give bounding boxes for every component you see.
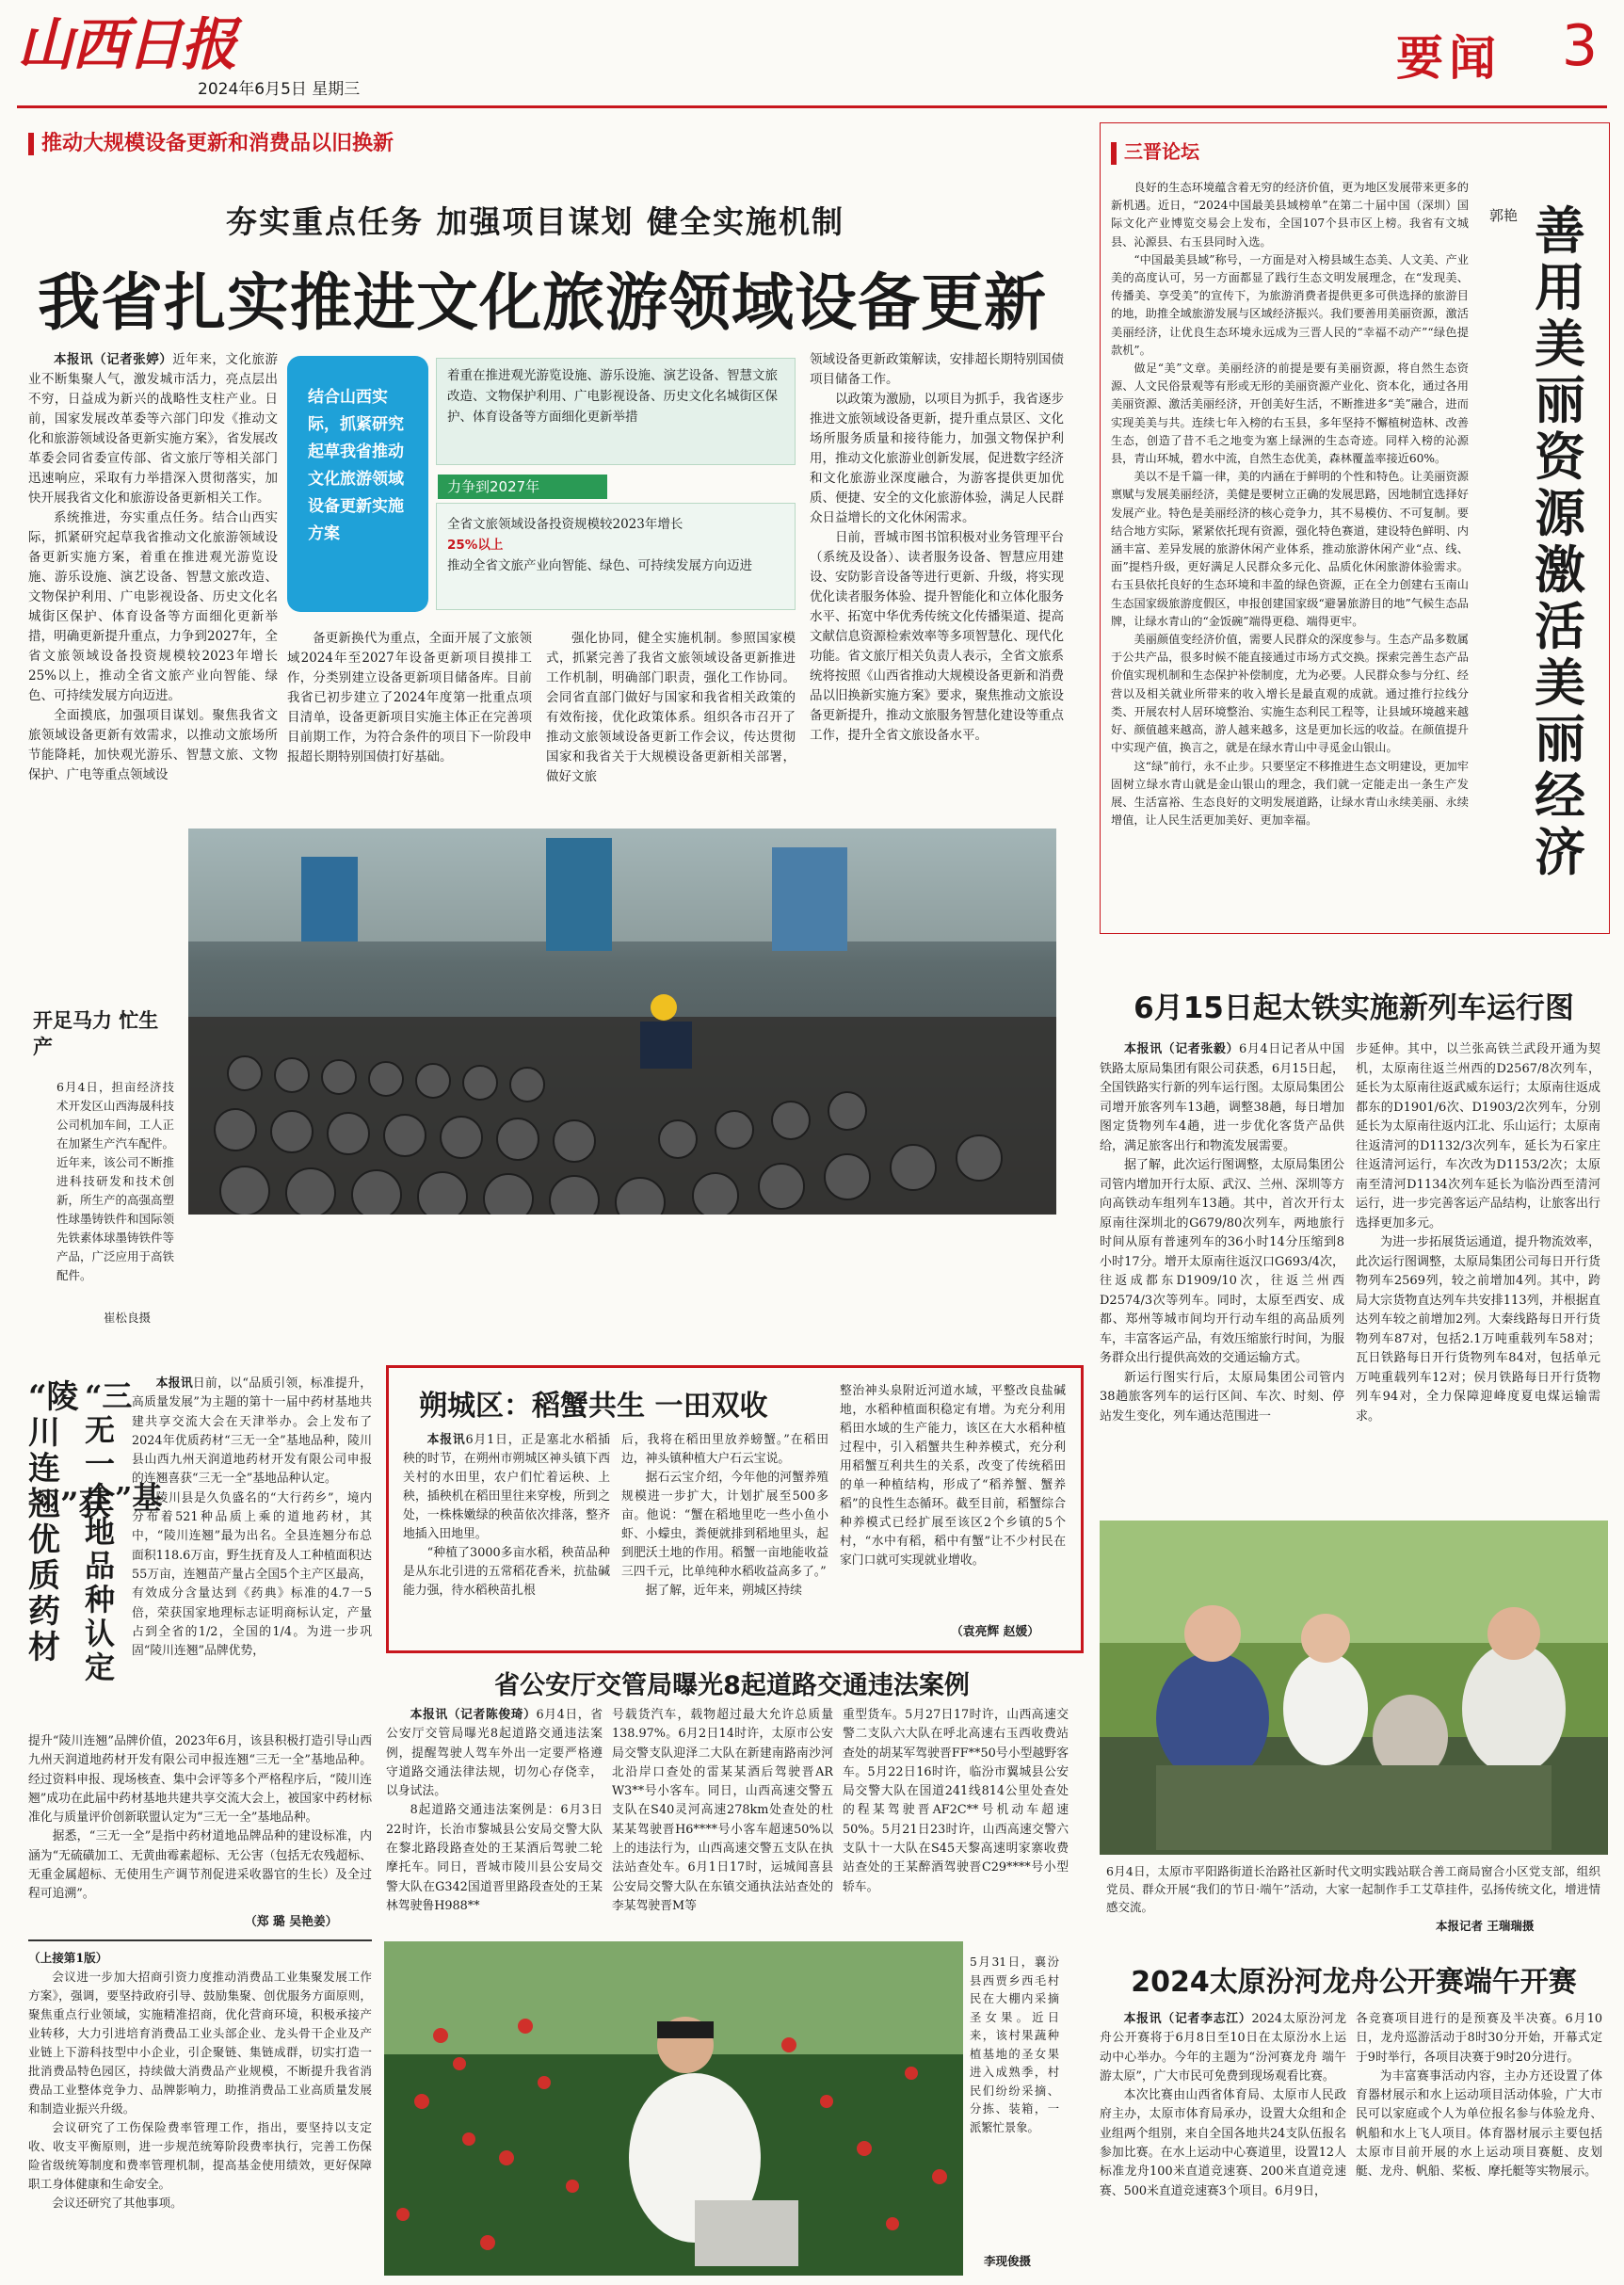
factory-photo <box>188 829 1056 1215</box>
sanwu-p3: 提升“陵川连翘”品牌价值，2023年6月，该县积极打造引导山西九州天润道地药材开发有限公司申报连翘“三无一全”基地品种。经过资料申报、现场核查、集中会评等多个严格程序后，“陵川连翘”成功在此届中药材基地共建共享交流大会上，被国家中药材标准化与质量评价创新联盟认定为“三无一全”基地品种。 <box>28 1734 372 1826</box>
continue-para: 会议研究了工伤保险费率管理工作，指出，要坚持以支定收、收支平衡原则，进一步规范统筹阶段费率执行，完善工伤保险省级统筹制度和费率管理机制，提高基金使用绩效，更好保障职工身体健康和生命安全。 <box>28 2120 372 2191</box>
factory-credit: 崔松良摄 <box>104 1311 152 1325</box>
column-tag <box>28 127 394 156</box>
traffic-col-1 <box>386 1706 603 1918</box>
dragonboat-col1-p2: 本次比赛由山西省体育局、太原市人民政府主办，太原市体育局承办，设置大众组和企业组两个组别，来自全国各地共24支队伍报名参加比赛。在水上运动中心赛道里，设置12人标准龙舟100米直道竞速赛、200米直道竞速赛、500米直道竞速赛3个项目。6月9日， <box>1100 2088 1346 2198</box>
traffic-col1-p2: 8起道路交通违法案例是：6月3日22时许，长治市黎城县公安局交警大队在黎北路段路查处的王某酒后驾驶二轮摩托车。同日，晋城市陵川县公安局交警大队在G342国道晋里路段查处的王某林驾驶鲁H988** <box>386 1803 603 1913</box>
shuocheng-credit: （袁亮辉 赵媛） <box>951 1625 1040 1639</box>
highlight-box-2-text-b: 推动全省文旅产业向智能、绿色、可持续发展方向迈进 <box>447 558 752 573</box>
railway-title: 6月15日起太铁实施新列车运行图 <box>1134 991 1574 1025</box>
traffic-byline: 本报讯（记者陈俊琦） <box>410 1708 537 1722</box>
factory-photo-image <box>188 829 1056 1215</box>
main-col4-p1: 领域设备更新政策解读，安排超长期特别国债项目储备工作。 <box>810 352 1064 387</box>
highlight-box-2-text: 全省文旅领域设备投资规模较2023年增长 <box>447 517 683 532</box>
forum-para: 这“绿”前行，永不止步。只要坚定不移推进生态文明建设，更加牢固树立绿水青山就是金山银山的理念，我们就一定能走出一条生产发展、生活富裕、生态良好的文明发展道路，让绿水青山永续美丽、永续增值，让人民生活更加美好、更加幸福。 <box>1111 759 1469 828</box>
dragonboat-col1-p1: 2024太原汾河龙舟公开赛将于6月8日至10日在太原汾水上运动中心举办。今年的主题为“汾河赛龙舟 端午游太原”，广大市民可免费到现场观看比赛。 <box>1100 2012 1346 2084</box>
main-col1-p1: 近年来，文化旅游业不断集聚人气，激发城市活力，亮点层出不穷，日益成为新兴的战略性支柱产业。日前，国家发展改革委等六部门印发《推动文化和旅游领域设备更新实施方案》，省发展改革委会同省委宣传部、省文旅厅等相关部门迅速响应，采取有力举措深入贯彻落实，加快开展我省文化和旅游设备更新相关工作。 <box>28 352 278 506</box>
factory-caption-title: 开足马力 忙生产 <box>33 1008 159 1058</box>
shuocheng-col3-p1: 整治神头泉附近河道水域，平整改良盐碱地，水稻种植面积稳定有增。为充分利用稻田水域的生产能力，该区在大水稻种植过程中，引入稻蟹共生种养模式，充分利用稻蟹互利共生的关系，改变了传统稻田的单一种植结构，形成了“稻养蟹、蟹养稻”的良性生态循环。截至目前，稻蟹综合种养模式已经扩展至该区2个乡镇的5个村，“水中有稻，稻中有蟹”让不少村民在家门口就可实现就业增收。 <box>840 1384 1066 1568</box>
shuocheng-col1-p2: “种植了3000多亩水稻，秧苗品种是从东北引进的五常稻花香米，抗盐碱能力强，待水稻秧苗扎根 <box>403 1546 610 1598</box>
main-col4-p3: 日前，晋城市图书馆积极对业务管理平台（系统及设备）、读者服务设备、智慧应用建设、安防影音设备等进行更新、升级，将实现优化读者服务体验、提升智能化和立体化服务水平、拓宽中华优秀传统文化传播渠道、提高文献信息资源检索效率等多项智慧化、现代化功能。省文旅厅相关负责人表示，全省文旅系统将按照《山西省推动大规模设备更新和消费品以旧换新实施方案》要求，聚焦推动文旅设备更新提升，推动文旅服务智慧化建设等重点工作，提升全省文旅设备水平。 <box>810 530 1064 743</box>
tomato-photo <box>384 1941 963 2276</box>
dragonboat-col-2 <box>1356 2010 1602 2278</box>
railway-col-1 <box>1100 1040 1344 1511</box>
shuocheng-title: 朔城区：稻蟹共生 一田双收 <box>419 1390 768 1423</box>
tomato-photo-image <box>384 1941 963 2276</box>
highlight-sub: 力争到2027年 <box>438 475 607 499</box>
main-col3-p1: 强化协同，健全实施机制。参照国家模式，抓紧完善了我省文旅领域设备更新推进工作机制，明确部门职责，强化工作协同。会同省直部门做好与国家和我省相关政策的有效衔接，优化政策体系。组织各市召开了推动文旅领域设备更新工作会议，传达贯彻国家和我省关于大规模设备更新相关部署，做好文旅 <box>546 631 796 784</box>
sanwu-p2: 陵川县是久负盛名的“大行药乡”，境内分布着521种品质上乘的道地药材，其中，“陵川连翘”最为出名。全县连翘分布总面积118.6万亩，野生抚育及人工种植面积达55万亩，连翘苗产量占全国5个主产区最高，有效成分含量达到《药典》标准的4.7一5倍，荣获国家地理标志证明商标认定，产量占到全省的1/2，全国的1/4。为进一步巩固“陵川连翘”品牌优势， <box>132 1490 372 1659</box>
shuocheng-byline: 本报讯 <box>426 1433 466 1447</box>
main-col1-p3: 全面摸底，加强项目谋划。聚焦我省文旅领域设备更新有效需求，以推动文旅场所节能降耗，加快观光游乐、智慧文旅、文物保护、广电等重点领域设 <box>28 708 278 782</box>
shuocheng-col-2 <box>621 1431 828 1643</box>
railway-col1-p2: 据了解，此次运行图调整，太原局集团公司管内增加开行太原、武汉、兰州、深圳等方向高铁动车组列车13趟。其中，首次开行太原南往深圳北的G679/80次列车，两地旅行时间从原有普速列车的36小时14分压缩到8小时17分。增开太原南往返汉口G693/4次，往返成都东D1909/10次，往返兰州西D2574/3次等列车。同时，太原至西安、成都、郑州等城市间均开行动车组的高品质列车，丰富客运产品，有效压缩旅行时间，为服务群众出行提供高效的交通运输方式。 <box>1100 1158 1344 1365</box>
column-tag-bar <box>28 133 34 155</box>
main-col1-p2: 系统推进，夯实重点任务。结合山西实际，抓紧研究起草我省推动文化旅游领域设备更新实施方案，着重在推进观光游览设施、游乐设施、演艺设备、智慧文旅改造、文物保护利用、广电影视设备、历史文化名城街区保护、体育设备等方面细化更新举措，明确更新提升重点，力争到2027年，全省文旅领域设备投资规模较2023年增长25%以上，推动全省文旅产业向智能、绿色、可持续发展方向迈进。 <box>28 510 278 703</box>
traffic-col1-p1: 6月4日，省公安厅交管局曝光8起道路交通违法案例，提醒驾驶人驾车外出一定要严格遵守道路交通法律法规，切勿心存侥幸，以身试法。 <box>386 1708 603 1799</box>
traffic-col-3 <box>843 1706 1069 1918</box>
shuocheng-col-1 <box>403 1431 610 1643</box>
forum-title: 善用美丽资源 激活美丽经济 <box>1535 201 1585 882</box>
continue-rule <box>28 1939 372 1941</box>
main-col-2 <box>287 629 532 813</box>
forum-author: 郭艳 <box>1489 207 1519 224</box>
page-number: 3 <box>1561 13 1598 79</box>
masthead-rule <box>17 105 1607 108</box>
dragonboat-col2-p1: 各竞赛项目进行的是预赛及半决赛。6月10日，龙舟巡游活动于8时30分开始，开幕式定于9时举行，各项目决赛于9时20分进行。 <box>1356 2012 1602 2065</box>
section-name: 要闻 <box>1396 30 1502 86</box>
newspaper-logo: 山西日报 <box>17 12 235 78</box>
railway-col1-p3: 新运行图实行后，太原局集团公司管内38趟旅客列车的运行区间、车次、时刻、停站发生变化，列车通达范围进一 <box>1100 1370 1344 1424</box>
sanwu-col-2 <box>28 1732 372 1907</box>
shuocheng-col-3 <box>840 1382 1066 1622</box>
traffic-col3-p1: 重型货车。5月27日17时许，山西高速交警二支队六大队在呼北高速右玉西收费站查处的胡某军驾驶晋FF**50号小型越野客车。5月22日16时许，临汾市翼城县公安局交警大队在国道241线814公里处查处的程某驾驶晋AF2C**号机动车超速50%。5月21日23时许，山西高速交警六支队十一大队在S45天黎高速明家寨收费站查处的王某醉酒驾驶晋C29****号小型轿车。 <box>843 1708 1069 1894</box>
main-kicker: 夯实重点任务 加强项目谋划 健全实施机制 <box>226 203 844 240</box>
shuocheng-col1-p1: 6月1日，正是塞北水稻插秧的时节，在朔州市朔城区神头镇下西关村的水田里，农户们忙着运秧、上秧，插秧机在稻田里往来穿梭，所到之处，一株株嫩绿的秧苗依次排落，整齐地插入田地里。 <box>403 1433 610 1541</box>
tomato-credit: 李现俊摄 <box>984 2254 1032 2268</box>
shuocheng-col2-p3: 据了解，近年来，朔城区持续 <box>645 1584 802 1598</box>
sanwu-p1: 日前，以“品质引领，标准提升，高质量发展”为主题的第十一届中药材基地共建共享交流大会在天津举办。会上发布了2024年优质药材“三无一全”基地品种，陵川县山西九州天润道地药材开发有限公司申报的连翘喜获“三无一全”基地品种认定。 <box>132 1376 372 1487</box>
railway-byline: 本报讯（记者张毅） <box>1124 1042 1239 1056</box>
sanwu-col-1 <box>132 1375 372 1728</box>
forum-tag-bar <box>1111 142 1117 165</box>
continue-label: （上接第1版） <box>28 1951 108 1965</box>
main-col-3 <box>546 629 796 813</box>
highlight-tag: 结合山西实际，抓紧研究起草我省推动文化旅游领域设备更新实施方案 <box>308 388 404 543</box>
cover-continue <box>28 1949 372 2278</box>
festival-photo-image <box>1100 1521 1608 1855</box>
issue-date: 2024年6月5日 星期三 <box>198 80 361 99</box>
traffic-title: 省公安厅交管局曝光8起道路交通违法案例 <box>494 1671 970 1700</box>
railway-col1-p1: 6月4日记者从中国铁路太原局集团有限公司获悉，6月15日起，全国铁路实行新的列车运行图。太原局集团公司增开旅客列车13趟，调整38趟，每日增加图定货物列车4趟，进一步优化客货产品供给，满足旅客出行和物流发展需要。 <box>1100 1042 1344 1153</box>
sanwu-byline: 本报讯 <box>155 1376 193 1391</box>
factory-caption: 6月4日，担亩经济技术开发区山西海晟科技公司机加车间，工人正在加紧生产汽车配件。近年来，该公司不断推进科技研发和技术创新，所生产的高强高塑性球墨铸铁件和国际领先铁素体球墨铸铁件等产品，广泛应用于高铁配件。 <box>56 1080 175 1282</box>
railway-col2-p2: 为进一步拓展货运通道，提升物流效率，此次运行图调整，太原局集团公司每日开行货物列车2569列，较之前增加4列。其中，跨局大宗货物直达列车共安排113列，并根据直达列车较之前增加2列。大秦线路每日开行货物列车87对，包括2.1万吨重载列车58对；瓦日铁路每日开行货物列车84对，包括单元万吨重载列车12对；侯月铁路每日开行货物列车94对，全力保障迎峰度夏电煤运输需求。 <box>1356 1235 1600 1424</box>
dragonboat-title: 2024太原汾河龙舟公开赛端午开赛 <box>1131 1966 1577 1999</box>
highlight-box-2 <box>447 514 786 576</box>
main-byline: 本报讯（记者张婷） <box>54 352 173 367</box>
column-tag-text: 推动大规模设备更新和消费品以旧换新 <box>41 132 394 155</box>
sanwu-title-2: “三无一全”基地品种认定 <box>85 1378 163 1685</box>
festival-credit: 本报记者 王瑞瑞摄 <box>1436 1919 1535 1933</box>
traffic-col2-p1: 号载货汽车，载物超过最大允许总质量138.97%。6月2日14时许，太原市公安局交警支队迎泽二大队在新建南路南沙河北沿岸口查处的雷某某酒后驾驶晋AR W3**号小客车。同日，山西高速交警五支队在S40灵河高速278km处查处的杜某某驾驶晋H6****号小客车超速50%以上的违法行为，山西高速交警五支队在执法站查处车。6月1日17时，运城闻喜县公安局交警大队在东镇交通执法站查处的李某驾驶晋M等 <box>612 1708 833 1913</box>
main-col-1 <box>28 350 278 812</box>
forum-body <box>1111 179 1469 923</box>
continue-para: 会议还研究了其他事项。 <box>52 2196 183 2210</box>
forum-tag <box>1111 137 1199 165</box>
tomato-caption: 5月31日，襄汾县西贾乡西毛村民在大棚内采摘圣女果。近日来，该村果蔬种植基地的圣女果进入成熟季，村民们纷纷采摘、分拣、装箱，一派繁忙景象。 <box>970 1955 1059 2134</box>
main-col2-p1: 备更新换代为重点，全面开展了文旅领域2024年至2027年设备更新项目摸排工作，分类别建立设备更新项目储备库。目前我省已初步建立了2024年度第一批重点项目清单，设备更新项目实施主体正在完善项目前期工作，为符合条件的项目下一阶段申报超长期特别国债打好基础。 <box>287 631 532 764</box>
highlight-graphic <box>287 356 796 612</box>
dragonboat-col2-p2: 为丰富赛事活动内容，主办方还设置了体育器材展示和水上运动项目活动体验，广大市民可以家庭或个人为单位报名参与体验龙舟、帆船和水上飞人项目。体育器材展示主要包括太原市目前开展的水上运动项目赛艇、皮划艇、龙舟、帆船、桨板、摩托艇等实物展示。 <box>1356 2068 1602 2180</box>
main-headline: 我省扎实推进文化旅游领域设备更新 <box>38 266 1047 339</box>
continue-para: 会议进一步加大招商引资力度推动消费品工业集聚发展工作方案》，强调，要坚持政府引导、鼓励集聚、创优服务方面原则，聚焦重点行业领域，实施精准招商，优化营商环境，积极承接产业转移，大力引进培育消费品工业头部企业、龙头骨干企业及产业链上下游科技型中小企业，引企聚链、集链成群，切实打造一批消费品特色园区，持续做大消费品产业规模，不断提升我省消费品工业整体竞争力、品牌影响力，助推消费品工业高质量发展和制造业振兴升级。 <box>28 1970 372 2116</box>
sanwu-p4: 据悉，“三无一全”是指中药材道地品牌品种的建设标准，内涵为“无硫磺加工、无黄曲霉素超标、无公害（包括无农残超标、无重金属超标、无使用生产调节剂促进采收器官的生长）及全过程可追溯”。 <box>28 1829 372 1902</box>
festival-photo <box>1100 1521 1608 1855</box>
forum-para: 做足“美”文章。美丽经济的前提是要有美丽资源，将自然生态资源、人文民俗景观等有形或无形的美丽资源产业化、资本化，通过各用美丽资源、激活美丽经济，开创美好生活，不断推进多“美”融合，进而实现美美与共。连续七年入榜的右玉县，多年坚持不懈植树造林、改善生态，创造了昔不毛之地变为塞上绿洲的生态奇迹。同样入榜的沁源县，青山环城，碧水中流，自然生态优美，森林覆盖率接近60%。 <box>1111 362 1469 466</box>
forum-para: 良好的生态环境蕴含着无穷的经济价值，更为地区发展带来更多的新机遇。近日，“2024中国最美县域榜单”在第二十届中国（深圳）国际文化产业博览交易会上发布，全国107个县市区上榜。我省有文城县、沁源县、右玉县同时入选。 <box>1111 181 1469 249</box>
highlight-pct: 25%以上 <box>447 538 504 553</box>
forum-para: 美以不是千篇一律，美的内涵在于鲜明的个性和特色。让美丽资源禀赋与发展美丽经济，美健是要树立正确的发展思路，因地制宜选择好发展产业。特色是美丽经济的核心竞争力，其不易模仿、不可复制。要结合地方实际，紧紧依托现有资源，强化特色赛道，建设特色鲜明、内涵丰富、差异发展的旅游休闲产业体系，推动旅游休闲产业“点、线、面”提档升级，更好满足人民群众多元化、品质化休闲旅游体验需求。右玉县依托良好的生态环境和丰盈的绿色资源，正在全力创建右玉南山生态国家级旅游度假区，申报创建国家级“避暑旅游目的地”气候生态品牌，让绿水青山的“金饭碗”端得更稳、端得更牢。 <box>1111 470 1469 628</box>
forum-para: “中国最美县域”称号，一方面是对入榜县域生态美、人文美、产业美的高度认可，另一方面都显了践行生态文明发展理念，在“发现美、传播美、享受美”的宣传下，为旅游消费者提供更多可供选择的旅游目的地，助推全域旅游发展与区域经济振兴。我们要善用美丽资源，激活美丽经济，让优良生态环境永远成为三晋人民的“幸福不动产”“绿色提款机”。 <box>1111 252 1469 357</box>
sanwu-credit: （郑 璐 吴艳姜） <box>245 1915 338 1929</box>
shuocheng-col2-p2: 据石云宝介绍，今年他的河蟹养殖规模进一步扩大，计划扩展至500多亩。他说：“蟹在稻地里吃一些小鱼小虾、小蠓虫，粪便就排到稻地里头，起到肥沃土地的作用。稻蟹一亩地能收益三四千元，比单纯种水稻收益高多了。” <box>621 1471 828 1579</box>
forum-para: 美丽颜值变经济价值，需要人民群众的深度参与。生态产品多数属于公共产品，很多时候不能直接通过市场方式交换。探索完善生态产品价值实现机制和生态保护补偿制度，尤为必要。人民群众参与分红、经营以及相关就业所带来的收入增长是最直观的成就。通过推行拉线分类、开展农村人居环境整治、实施生态利民工程等，让县域环境越来越好、颜值越来越高，游人越来越多，这是更加长远的收益。在颜值提升中实现产值，换言之，就是在绿水青山中寻觅金山银山。 <box>1111 633 1469 755</box>
shuocheng-col2-p1: 后，我将在稻田里放养螃蟹。”在稻田边，神头镇种植大户石云宝说。 <box>621 1433 828 1466</box>
sanwu-title: “陵川连翘”获优质药材 <box>28 1378 111 1666</box>
main-col-4 <box>810 350 1064 812</box>
dragonboat-byline: 本报讯（记者李志江） <box>1123 2012 1252 2026</box>
railway-col2-p1: 步延伸。其中，以兰张高铁兰武段开通为契机，太原南往返兰州西的D2567/8次列车，延长为太原南往返武威东运行；太原南往返成都东的D1901/6次、D1903/2次列车，分别延长为太原南往返内江北、乐山运行；太原南往返清河的D1132/3次列车，延长为石家庄往返清河运行，车次改为D1153/2次；太原南至清河D1134次列车延长为临汾西至清河运行，进一步完善客运产品结构，让旅客出行选择更加多元。 <box>1356 1042 1600 1231</box>
dragonboat-col-1 <box>1100 2010 1346 2278</box>
highlight-box-1: 着重在推进观光游览设施、游乐设施、演艺设备、智慧文旅改造、文物保护利用、广电影视设备、历史文化名城街区保护、体育设备等方面细化更新举措 <box>447 368 778 425</box>
traffic-col-2 <box>612 1706 833 1918</box>
main-col4-p2: 以政策为激励，以项目为抓手，我省逐步推进文旅领域设备更新，提升重点景区、文化场所服务质量和接待能力，加强文物保护利用，推动文化旅游业创新发展，促进数字经济和文化旅游业深度融合，为游客提供更加优质、便捷、安全的文化旅游体验，满足人民群众日益增长的文化休闲需求。 <box>810 392 1064 525</box>
festival-caption: 6月4日，太原市平阳路街道长治路社区新时代文明实践站联合善工商局窗合小区党支部，组织党员、群众开展“我们的节日·端午”活动，大家一起制作手工艾草挂件，弘扬传统文化，增进情感交流。 <box>1106 1864 1600 1914</box>
railway-col-2 <box>1356 1040 1600 1511</box>
forum-tag-text: 三晋论坛 <box>1124 140 1199 163</box>
